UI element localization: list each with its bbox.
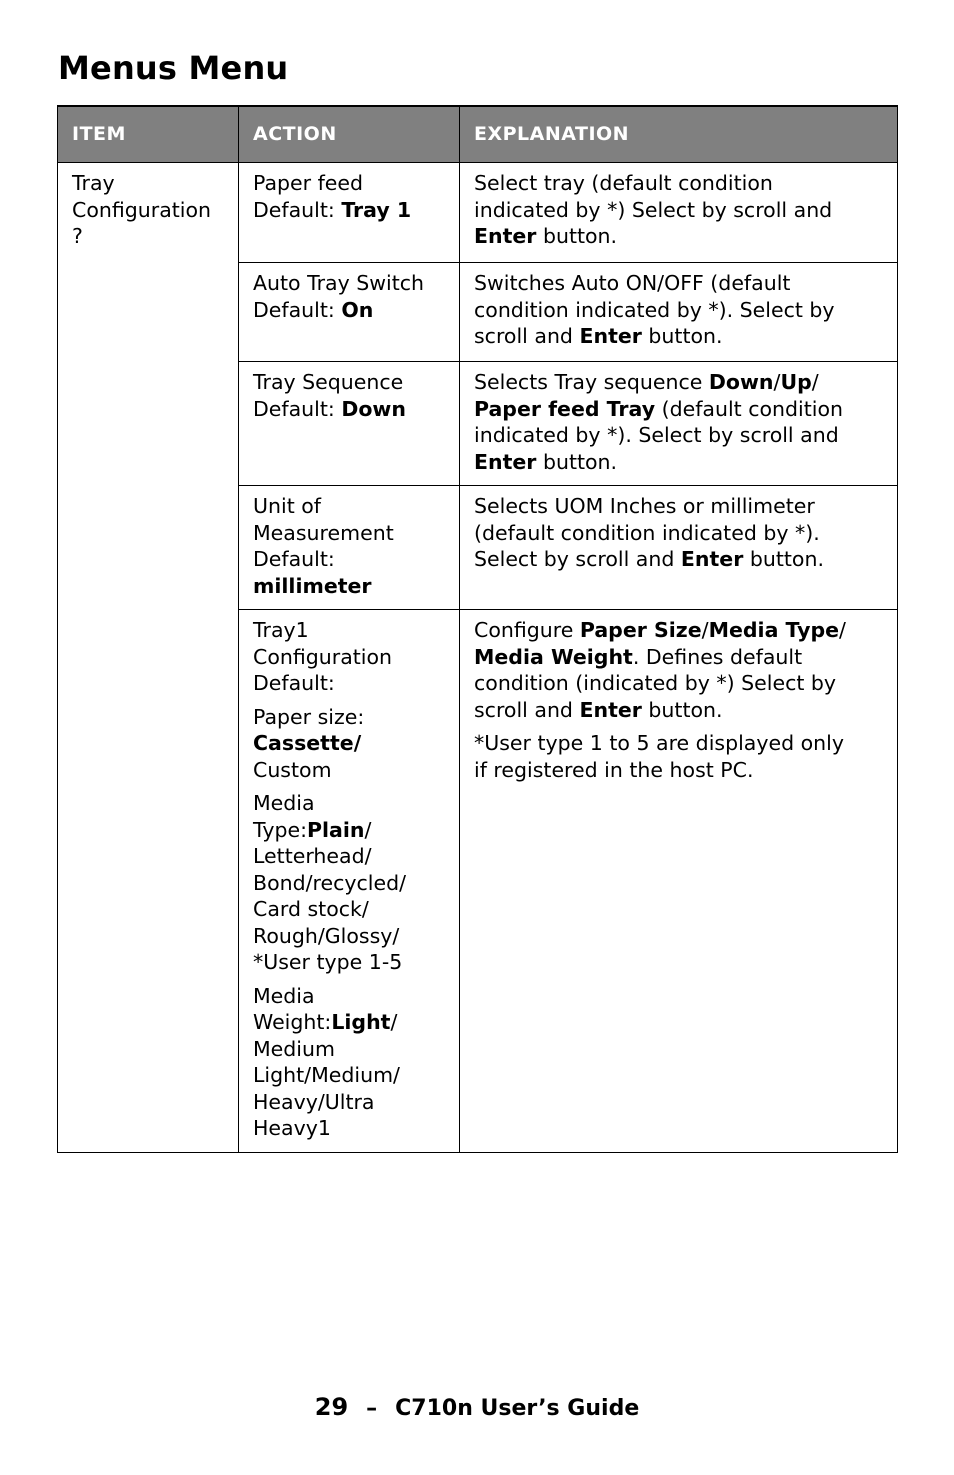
page-title: Menus Menu xyxy=(58,49,289,87)
bold-term: Paper Size xyxy=(579,618,702,642)
default-value: Plain xyxy=(307,817,365,842)
explanation-text: button. xyxy=(536,449,618,474)
explanation-text: scroll and xyxy=(474,324,580,348)
item-cell xyxy=(58,163,239,1153)
separator: / xyxy=(773,370,781,394)
bold-term: Enter xyxy=(680,547,744,571)
guide-title: C710n User’s Guide xyxy=(395,1396,640,1421)
header-explanation: EXPLANATION xyxy=(460,106,898,163)
explanation-text: Selects UOM Inches or millimeter xyxy=(474,494,815,518)
header-item: ITEM xyxy=(58,106,239,163)
action-text: Card stock/ xyxy=(253,897,369,921)
menus-table xyxy=(57,105,898,1153)
action-cell xyxy=(239,163,460,263)
explanation-cell xyxy=(460,610,898,1153)
separator: / xyxy=(701,618,709,642)
action-text: Default: xyxy=(253,547,335,571)
action-text: Paper size: xyxy=(253,704,365,729)
action-name: Paper feed xyxy=(253,171,364,195)
action-name: Auto Tray Switch xyxy=(253,271,425,295)
action-paragraph xyxy=(253,617,445,697)
bold-term: Down xyxy=(708,370,774,394)
action-text: Type: xyxy=(253,817,307,842)
table-header-row xyxy=(58,106,898,163)
page-footer xyxy=(0,1392,954,1424)
default-label: Default: xyxy=(253,396,342,421)
explanation-paragraph xyxy=(474,730,883,783)
explanation-text: *User type 1 to 5 are displayed only xyxy=(474,731,844,755)
explanation-text: . Defines default xyxy=(632,644,803,669)
action-text: Measurement xyxy=(253,520,394,545)
action-text: Configuration xyxy=(253,644,393,669)
default-value: millimeter xyxy=(253,573,372,598)
separator: / xyxy=(390,1010,398,1034)
separator: / xyxy=(811,370,819,394)
bold-term: Up xyxy=(780,370,812,394)
action-text: Light/Medium/ xyxy=(253,1063,400,1087)
action-text: Media xyxy=(253,983,315,1008)
explanation-text: Select tray (default condition xyxy=(474,171,773,195)
header-action: ACTION xyxy=(239,106,460,163)
default-label: Default: xyxy=(253,197,342,222)
action-text: Heavy/Ultra xyxy=(253,1089,375,1114)
action-paragraph xyxy=(253,790,445,976)
footer-separator: – xyxy=(366,1396,378,1421)
explanation-text: Selects Tray sequence xyxy=(474,370,709,394)
explanation-text: (default condition xyxy=(655,396,844,421)
item-text: Configuration xyxy=(72,197,212,222)
action-text: Bond/recycled/ xyxy=(253,870,407,895)
explanation-text: Select by scroll and xyxy=(474,547,681,571)
explanation-text: indicated by *). Select by scroll and xyxy=(474,423,839,447)
default-value: On xyxy=(341,297,374,322)
explanation-text: condition indicated by *). Select by xyxy=(474,297,835,322)
action-cell xyxy=(239,610,460,1153)
action-text: Letterhead/ xyxy=(253,844,372,868)
item-text: ? xyxy=(72,224,83,248)
action-text: Medium xyxy=(253,1036,335,1061)
action-text: Unit of xyxy=(253,494,322,518)
action-text: Custom xyxy=(253,757,332,782)
explanation-cell xyxy=(460,486,898,610)
explanation-text: button. xyxy=(641,324,723,348)
default-value: Cassette/ xyxy=(253,731,362,755)
separator: / xyxy=(839,618,846,642)
bold-term: Paper feed Tray xyxy=(474,396,656,421)
action-text: *User type 1-5 xyxy=(253,950,403,974)
action-text: Tray1 xyxy=(253,618,309,642)
bold-term: Media Weight xyxy=(474,644,633,669)
explanation-cell xyxy=(460,163,898,263)
bold-term: Enter xyxy=(474,449,537,474)
action-text: Heavy1 xyxy=(253,1116,331,1140)
bold-term: Media Type xyxy=(708,618,840,642)
default-value: Light xyxy=(331,1010,391,1034)
bold-term: Enter xyxy=(474,224,537,248)
explanation-text: Configure xyxy=(474,618,580,642)
default-label: Default: xyxy=(253,297,342,322)
explanation-text: condition (indicated by *) Select by xyxy=(474,671,837,695)
explanation-text: Switches Auto ON/OFF (default xyxy=(474,271,791,295)
action-cell xyxy=(239,263,460,362)
action-paragraph xyxy=(253,704,445,784)
action-cell xyxy=(239,362,460,486)
explanation-paragraph xyxy=(474,617,883,723)
action-text: Rough/Glossy/ xyxy=(253,923,400,948)
action-name: Tray Sequence xyxy=(253,370,404,394)
explanation-cell xyxy=(460,362,898,486)
explanation-text: scroll and xyxy=(474,697,580,722)
action-text: Weight: xyxy=(253,1010,332,1034)
default-value: Down xyxy=(341,396,406,421)
bold-term: Enter xyxy=(579,697,642,722)
explanation-text: button. xyxy=(536,224,618,248)
explanation-text: button. xyxy=(641,697,723,722)
explanation-text: button. xyxy=(743,547,824,571)
item-text: Tray xyxy=(72,171,115,195)
action-text: Media xyxy=(253,791,315,815)
explanation-text: (default condition indicated by *). xyxy=(474,520,820,545)
table-row xyxy=(58,163,898,263)
page-number: 29 xyxy=(314,1393,349,1421)
bold-term: Enter xyxy=(579,324,642,348)
explanation-text: indicated by *) Select by scroll and xyxy=(474,197,833,222)
explanation-text: if registered in the host PC. xyxy=(474,757,754,782)
action-text: Default: xyxy=(253,671,335,695)
action-cell xyxy=(239,486,460,610)
action-paragraph xyxy=(253,983,445,1142)
separator: / xyxy=(364,817,372,842)
default-value: Tray 1 xyxy=(341,197,412,222)
explanation-cell xyxy=(460,263,898,362)
